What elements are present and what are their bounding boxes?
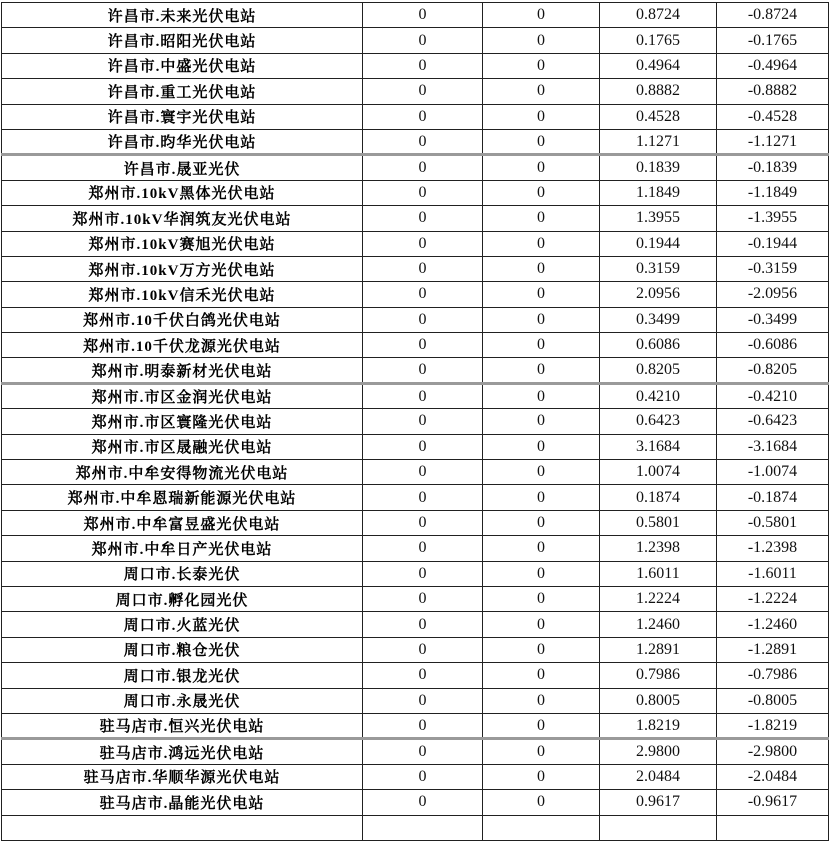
value-cell: 0 xyxy=(483,129,600,154)
value-cell: 0.4964 xyxy=(600,53,717,78)
value-cell: -1.1849 xyxy=(717,180,829,205)
value-cell: 0 xyxy=(363,586,483,611)
table-row xyxy=(2,713,829,738)
table-row xyxy=(2,3,829,28)
value-cell: 0 xyxy=(363,663,483,688)
value-cell: 0 xyxy=(483,358,600,383)
value-cell: 0.8882 xyxy=(600,79,717,104)
value-cell: 0.3159 xyxy=(600,256,717,281)
table-row xyxy=(2,307,829,332)
value-cell: 1.8219 xyxy=(600,713,717,738)
value-cell: -0.3499 xyxy=(717,307,829,332)
value-cell: 0 xyxy=(483,485,600,510)
station-name-cell: 郑州市.10kV万方光伏电站 xyxy=(2,256,363,281)
value-cell: 0 xyxy=(363,790,483,815)
value-cell xyxy=(717,815,829,840)
station-name-cell: 许昌市.晟亚光伏 xyxy=(2,155,363,180)
value-cell: 0 xyxy=(483,536,600,561)
value-cell: -0.8882 xyxy=(717,79,829,104)
value-cell: 0 xyxy=(483,79,600,104)
table-row-partial xyxy=(2,815,829,840)
value-cell: -0.4528 xyxy=(717,104,829,129)
value-cell: -0.3159 xyxy=(717,256,829,281)
value-cell: 0 xyxy=(363,713,483,738)
table-row xyxy=(2,688,829,713)
value-cell: 0 xyxy=(363,282,483,307)
value-cell: -0.1944 xyxy=(717,231,829,256)
value-cell: 0 xyxy=(483,510,600,535)
value-cell: 0 xyxy=(363,129,483,154)
value-cell: 0 xyxy=(363,358,483,383)
value-cell: -0.1765 xyxy=(717,28,829,53)
value-cell: 0 xyxy=(483,307,600,332)
value-cell: 0 xyxy=(363,79,483,104)
table-row xyxy=(2,764,829,789)
table-row xyxy=(2,460,829,485)
station-name-cell: 驻马店市.恒兴光伏电站 xyxy=(2,713,363,738)
value-cell: 2.0956 xyxy=(600,282,717,307)
station-name-cell: 郑州市.中牟日产光伏电站 xyxy=(2,536,363,561)
value-cell: 0 xyxy=(483,231,600,256)
value-cell: 0 xyxy=(483,586,600,611)
table-row xyxy=(2,79,829,104)
value-cell: 0 xyxy=(483,206,600,231)
table-row xyxy=(2,104,829,129)
table-row xyxy=(2,129,829,154)
value-cell: 0.4528 xyxy=(600,104,717,129)
value-cell: -0.6086 xyxy=(717,333,829,358)
value-cell: 0 xyxy=(483,612,600,637)
station-name-cell: 郑州市.市区寰隆光伏电站 xyxy=(2,409,363,434)
value-cell: -1.2224 xyxy=(717,586,829,611)
value-cell: 0 xyxy=(483,713,600,738)
value-cell: 0 xyxy=(363,307,483,332)
value-cell: -1.2460 xyxy=(717,612,829,637)
value-cell: 1.3955 xyxy=(600,206,717,231)
value-cell: 0.1944 xyxy=(600,231,717,256)
value-cell: 1.0074 xyxy=(600,460,717,485)
table-row xyxy=(2,612,829,637)
value-cell: 0 xyxy=(363,53,483,78)
value-cell: 0.1765 xyxy=(600,28,717,53)
station-name-cell: 周口市.火蓝光伏 xyxy=(2,612,363,637)
station-name-cell: 驻马店市.华顺华源光伏电站 xyxy=(2,764,363,789)
station-name-cell: 郑州市.10千伏白鸽光伏电站 xyxy=(2,307,363,332)
value-cell: 0.8724 xyxy=(600,3,717,28)
station-name-cell: 驻马店市.晶能光伏电站 xyxy=(2,790,363,815)
value-cell: 0 xyxy=(363,155,483,180)
value-cell: 0 xyxy=(483,663,600,688)
value-cell: 0 xyxy=(363,434,483,459)
value-cell: 0 xyxy=(363,206,483,231)
value-cell: 0 xyxy=(483,561,600,586)
value-cell: 0.8205 xyxy=(600,358,717,383)
station-name-cell: 郑州市.10千伏龙源光伏电站 xyxy=(2,333,363,358)
value-cell: 0.8005 xyxy=(600,688,717,713)
table-row xyxy=(2,180,829,205)
table-row xyxy=(2,282,829,307)
station-name-cell: 许昌市.昀华光伏电站 xyxy=(2,129,363,154)
value-cell: 0 xyxy=(363,688,483,713)
value-cell: 0 xyxy=(483,333,600,358)
station-name-cell xyxy=(2,815,363,840)
value-cell: 0 xyxy=(363,536,483,561)
station-name-cell: 郑州市.市区金润光伏电站 xyxy=(2,383,363,408)
value-cell: -0.4210 xyxy=(717,383,829,408)
table-row xyxy=(2,637,829,662)
value-cell: -0.1839 xyxy=(717,155,829,180)
value-cell: 1.2891 xyxy=(600,637,717,662)
value-cell: 0 xyxy=(363,256,483,281)
value-cell: 0 xyxy=(483,28,600,53)
value-cell: -0.7986 xyxy=(717,663,829,688)
value-cell: -1.6011 xyxy=(717,561,829,586)
value-cell: 1.1271 xyxy=(600,129,717,154)
value-cell: 0 xyxy=(363,637,483,662)
table-row xyxy=(2,586,829,611)
value-cell: 0 xyxy=(483,53,600,78)
station-name-cell: 周口市.孵化园光伏 xyxy=(2,586,363,611)
value-cell: -1.3955 xyxy=(717,206,829,231)
station-name-cell: 郑州市.10kV信禾光伏电站 xyxy=(2,282,363,307)
station-name-cell: 郑州市.10kV黑体光伏电站 xyxy=(2,180,363,205)
value-cell: 0 xyxy=(363,764,483,789)
value-cell: 0 xyxy=(483,764,600,789)
value-cell: 0 xyxy=(483,180,600,205)
station-name-cell: 郑州市.10kV赛旭光伏电站 xyxy=(2,231,363,256)
value-cell xyxy=(600,815,717,840)
table-row xyxy=(2,231,829,256)
table-row xyxy=(2,155,829,180)
value-cell: 0 xyxy=(483,282,600,307)
value-cell: 0.1874 xyxy=(600,485,717,510)
value-cell: -2.9800 xyxy=(717,739,829,764)
value-cell: 0.7986 xyxy=(600,663,717,688)
value-cell: 1.1849 xyxy=(600,180,717,205)
value-cell: 0 xyxy=(483,790,600,815)
table-row xyxy=(2,790,829,815)
value-cell: 0 xyxy=(363,383,483,408)
value-cell: 0 xyxy=(363,3,483,28)
station-name-cell: 郑州市.10kV华润筑友光伏电站 xyxy=(2,206,363,231)
value-cell: 0.4210 xyxy=(600,383,717,408)
station-name-cell: 郑州市.市区晟融光伏电站 xyxy=(2,434,363,459)
station-name-cell: 许昌市.未来光伏电站 xyxy=(2,3,363,28)
value-cell: 0 xyxy=(483,460,600,485)
station-name-cell: 许昌市.中盛光伏电站 xyxy=(2,53,363,78)
value-cell: 1.2460 xyxy=(600,612,717,637)
value-cell: -3.1684 xyxy=(717,434,829,459)
value-cell: 3.1684 xyxy=(600,434,717,459)
value-cell: 1.2398 xyxy=(600,536,717,561)
value-cell: 0 xyxy=(363,180,483,205)
value-cell: 0.9617 xyxy=(600,790,717,815)
value-cell: 0 xyxy=(483,256,600,281)
value-cell: -1.8219 xyxy=(717,713,829,738)
table-row xyxy=(2,536,829,561)
table-row xyxy=(2,739,829,764)
table-row xyxy=(2,333,829,358)
value-cell: 0 xyxy=(363,485,483,510)
value-cell: 0 xyxy=(363,28,483,53)
value-cell: 0 xyxy=(483,637,600,662)
value-cell: 0 xyxy=(483,104,600,129)
table-row xyxy=(2,28,829,53)
value-cell: 0 xyxy=(483,383,600,408)
value-cell: 0.6086 xyxy=(600,333,717,358)
value-cell: -1.1271 xyxy=(717,129,829,154)
value-cell: 0 xyxy=(483,409,600,434)
value-cell: -2.0956 xyxy=(717,282,829,307)
value-cell: -0.5801 xyxy=(717,510,829,535)
value-cell: 0.1839 xyxy=(600,155,717,180)
station-name-cell: 周口市.粮仓光伏 xyxy=(2,637,363,662)
station-name-cell: 许昌市.重工光伏电站 xyxy=(2,79,363,104)
table-row xyxy=(2,510,829,535)
table-row xyxy=(2,663,829,688)
value-cell: 0 xyxy=(483,688,600,713)
table-row xyxy=(2,561,829,586)
table-row xyxy=(2,383,829,408)
value-cell: -0.6423 xyxy=(717,409,829,434)
station-name-cell: 郑州市.中牟恩瑞新能源光伏电站 xyxy=(2,485,363,510)
value-cell: 0.6423 xyxy=(600,409,717,434)
value-cell: 0 xyxy=(363,510,483,535)
value-cell xyxy=(363,815,483,840)
value-cell: -0.4964 xyxy=(717,53,829,78)
value-cell: 0 xyxy=(363,460,483,485)
value-cell: -0.8724 xyxy=(717,3,829,28)
value-cell: 0 xyxy=(363,561,483,586)
station-name-cell: 郑州市.中牟富昱盛光伏电站 xyxy=(2,510,363,535)
station-name-cell: 郑州市.中牟安得物流光伏电站 xyxy=(2,460,363,485)
table-row xyxy=(2,53,829,78)
value-cell: 0 xyxy=(363,333,483,358)
value-cell: 2.9800 xyxy=(600,739,717,764)
value-cell: -1.2398 xyxy=(717,536,829,561)
value-cell: -0.1874 xyxy=(717,485,829,510)
value-cell: -0.8205 xyxy=(717,358,829,383)
station-name-cell: 许昌市.昭阳光伏电站 xyxy=(2,28,363,53)
table-row xyxy=(2,206,829,231)
table-row xyxy=(2,409,829,434)
value-cell: 0 xyxy=(483,3,600,28)
value-cell: -0.8005 xyxy=(717,688,829,713)
station-name-cell: 周口市.长泰光伏 xyxy=(2,561,363,586)
pv-station-table xyxy=(1,2,829,841)
table-row xyxy=(2,256,829,281)
value-cell: 0.3499 xyxy=(600,307,717,332)
value-cell: 0 xyxy=(363,104,483,129)
value-cell: -1.2891 xyxy=(717,637,829,662)
table-body xyxy=(2,3,829,841)
table-row xyxy=(2,485,829,510)
value-cell: -1.0074 xyxy=(717,460,829,485)
table-row xyxy=(2,358,829,383)
value-cell: 2.0484 xyxy=(600,764,717,789)
value-cell: 0 xyxy=(363,739,483,764)
value-cell: 1.6011 xyxy=(600,561,717,586)
value-cell: 1.2224 xyxy=(600,586,717,611)
value-cell: -0.9617 xyxy=(717,790,829,815)
station-name-cell: 周口市.银龙光伏 xyxy=(2,663,363,688)
value-cell: 0 xyxy=(483,155,600,180)
station-name-cell: 周口市.永晟光伏 xyxy=(2,688,363,713)
station-name-cell: 许昌市.寰宇光伏电站 xyxy=(2,104,363,129)
table-row xyxy=(2,434,829,459)
value-cell: 0 xyxy=(483,739,600,764)
value-cell: 0 xyxy=(363,612,483,637)
value-cell: 0 xyxy=(483,434,600,459)
station-name-cell: 郑州市.明泰新材光伏电站 xyxy=(2,358,363,383)
value-cell: 0.5801 xyxy=(600,510,717,535)
value-cell: 0 xyxy=(363,231,483,256)
station-name-cell: 驻马店市.鸿远光伏电站 xyxy=(2,739,363,764)
value-cell: -2.0484 xyxy=(717,764,829,789)
value-cell xyxy=(483,815,600,840)
value-cell: 0 xyxy=(363,409,483,434)
